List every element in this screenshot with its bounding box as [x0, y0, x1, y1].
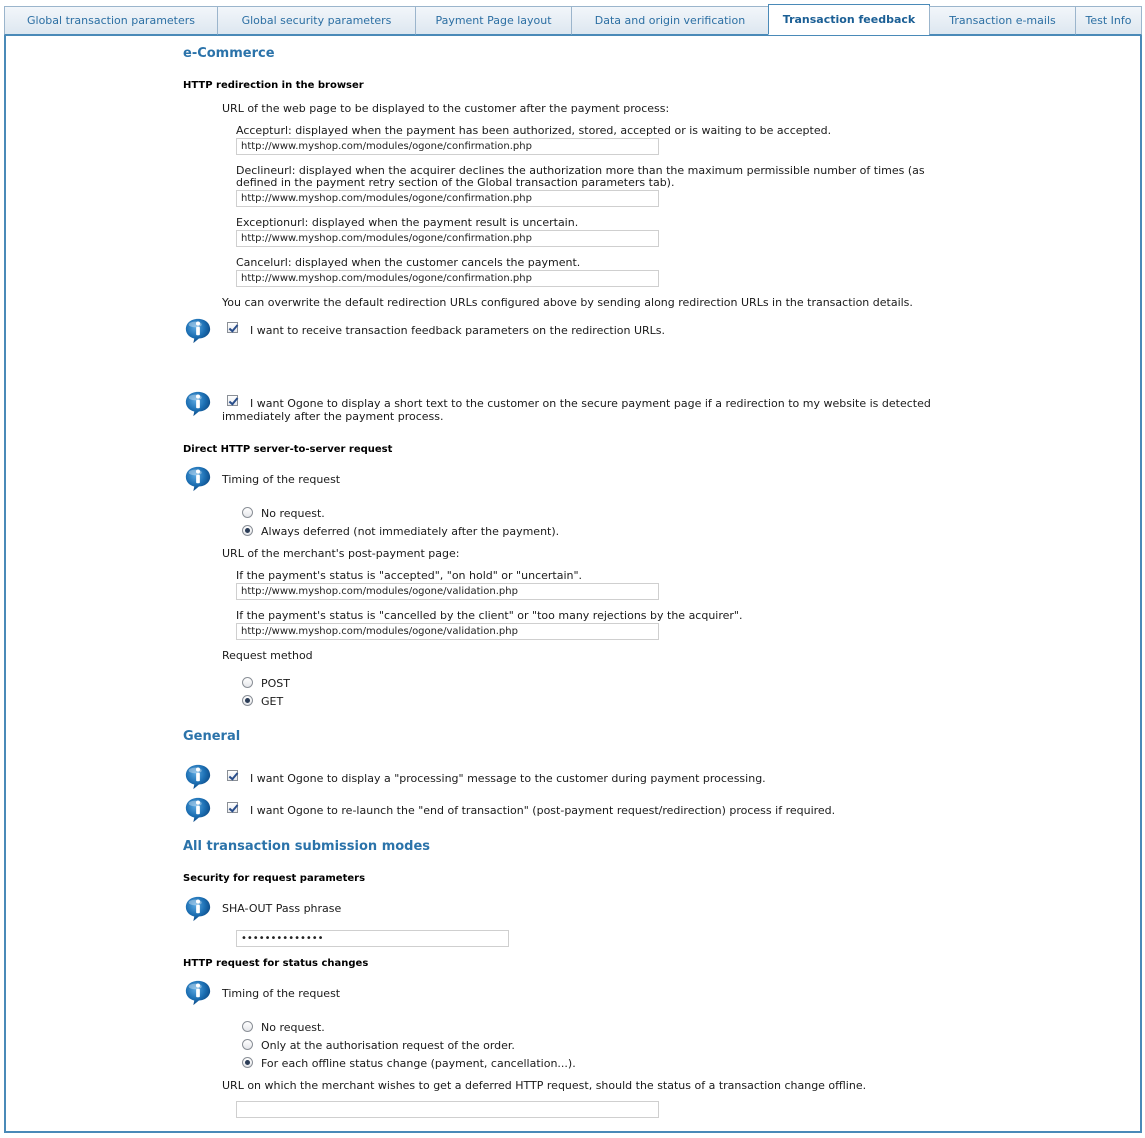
declineurl-label-line1: Declineurl: displayed when the acquirer declines the authorization more than the maximum permissible number of times (as [236, 164, 925, 177]
tab-label: Test Info [1085, 14, 1132, 27]
cancelurl-input[interactable] [236, 270, 659, 287]
processing-message-label: I want Ogone to display a "processing" message to the customer during payment processing. [250, 772, 766, 785]
feedback-params-checkbox[interactable] [227, 322, 238, 333]
radio-no-request[interactable] [242, 507, 253, 518]
tab-transaction-feedback[interactable] [768, 4, 930, 35]
radio-get[interactable] [242, 695, 253, 706]
radio-each-offline-change[interactable] [242, 1057, 253, 1068]
accepturl-label: Accepturl: displayed when the payment has been authorized, stored, accepted or is waiting to be accepted. [236, 124, 832, 137]
radio-only-authorisation[interactable] [242, 1039, 253, 1050]
relaunch-label: I want Ogone to re-launch the "end of transaction" (post-payment request/redirection) process if required. [250, 804, 836, 817]
radio-only-authorisation-label: Only at the authorisation request of the order. [261, 1039, 515, 1052]
section-title-general: General [183, 729, 241, 744]
status-timing-label: Timing of the request [222, 987, 341, 1000]
tab-label: Payment Page layout [435, 14, 552, 27]
cancelled-status-url-input[interactable] [236, 623, 659, 640]
info-bubble-icon[interactable] [183, 390, 213, 418]
timing-label: Timing of the request [222, 473, 341, 486]
subsection-title-security: Security for request parameters [183, 873, 366, 884]
overwrite-note: You can overwrite the default redirection URLs configured above by sending along redirection URLs in the transaction details. [222, 296, 913, 309]
tab-test-info[interactable] [1075, 6, 1142, 35]
subsection-title-direct-http: Direct HTTP server-to-server request [183, 444, 393, 455]
radio-status-no-request-label: No request. [261, 1021, 325, 1034]
relaunch-checkbox[interactable] [227, 802, 238, 813]
info-bubble-icon[interactable] [183, 796, 213, 824]
tab-label: Data and origin verification [594, 14, 746, 27]
accepted-status-url-input[interactable] [236, 583, 659, 600]
feedback-params-label: I want to receive transaction feedback parameters on the redirection URLs. [250, 324, 666, 337]
tab-data-origin-verification[interactable] [571, 6, 769, 35]
tab-bar [4, 6, 1142, 35]
tab-global-transaction-parameters[interactable] [4, 6, 218, 35]
section-title-all-modes: All transaction submission modes [183, 839, 431, 854]
radio-always-deferred[interactable] [242, 525, 253, 536]
info-bubble-icon[interactable] [183, 895, 213, 923]
exceptionurl-input[interactable] [236, 230, 659, 247]
tab-label: Transaction e-mails [949, 14, 1056, 27]
cancelurl-label: Cancelurl: displayed when the customer cancels the payment. [236, 256, 581, 269]
tab-label: Global transaction parameters [26, 14, 196, 27]
info-bubble-icon[interactable] [183, 465, 213, 493]
short-text-label-line2: immediately after the payment process. [222, 410, 444, 423]
accepturl-input[interactable] [236, 138, 659, 155]
sha-out-passphrase-input[interactable]: •••••••••••••• [236, 930, 509, 947]
tab-label: Transaction feedback [782, 13, 916, 26]
deferred-url-label: URL on which the merchant wishes to get a deferred HTTP request, should the status of a transaction change offline. [222, 1079, 867, 1092]
post-payment-label: URL of the merchant's post-payment page: [222, 547, 460, 560]
declineurl-input[interactable] [236, 190, 659, 207]
processing-message-checkbox[interactable] [227, 770, 238, 781]
info-bubble-icon[interactable] [183, 317, 213, 345]
exceptionurl-label: Exceptionurl: displayed when the payment result is uncertain. [236, 216, 579, 229]
subsection-title-status-changes: HTTP request for status changes [183, 958, 369, 969]
declineurl-label-line2: defined in the payment retry section of the Global transaction parameters tab). [236, 176, 675, 189]
radio-status-no-request[interactable] [242, 1021, 253, 1032]
radio-each-offline-change-label: For each offline status change (payment, cancellation...). [261, 1057, 576, 1070]
radio-get-label: GET [261, 695, 284, 708]
subsection-title-http-redirection: HTTP redirection in the browser [183, 80, 364, 91]
tab-transaction-emails[interactable] [929, 6, 1076, 35]
short-text-checkbox[interactable] [227, 395, 238, 406]
tab-global-security-parameters[interactable] [217, 6, 416, 35]
radio-always-deferred-label: Always deferred (not immediately after the payment). [261, 525, 560, 538]
request-method-label: Request method [222, 649, 313, 662]
tab-payment-page-layout[interactable] [415, 6, 572, 35]
section-title-ecommerce: e-Commerce [183, 46, 275, 61]
radio-no-request-label: No request. [261, 507, 325, 520]
info-bubble-icon[interactable] [183, 763, 213, 791]
cancelled-status-label: If the payment's status is "cancelled by the client" or "too many rejections by the acquirer". [236, 609, 743, 622]
accepted-status-label: If the payment's status is "accepted", "on hold" or "uncertain". [236, 569, 583, 582]
deferred-url-input[interactable] [236, 1101, 659, 1118]
tab-label: Global security parameters [241, 14, 392, 27]
info-bubble-icon[interactable] [183, 979, 213, 1007]
short-text-label-line1: I want Ogone to display a short text to the customer on the secure payment page if a redirection to my website is detected [250, 397, 931, 410]
radio-post-label: POST [261, 677, 290, 690]
url-intro-text: URL of the web page to be displayed to the customer after the payment process: [222, 102, 670, 115]
sha-out-label: SHA-OUT Pass phrase [222, 902, 342, 915]
radio-post[interactable] [242, 677, 253, 688]
